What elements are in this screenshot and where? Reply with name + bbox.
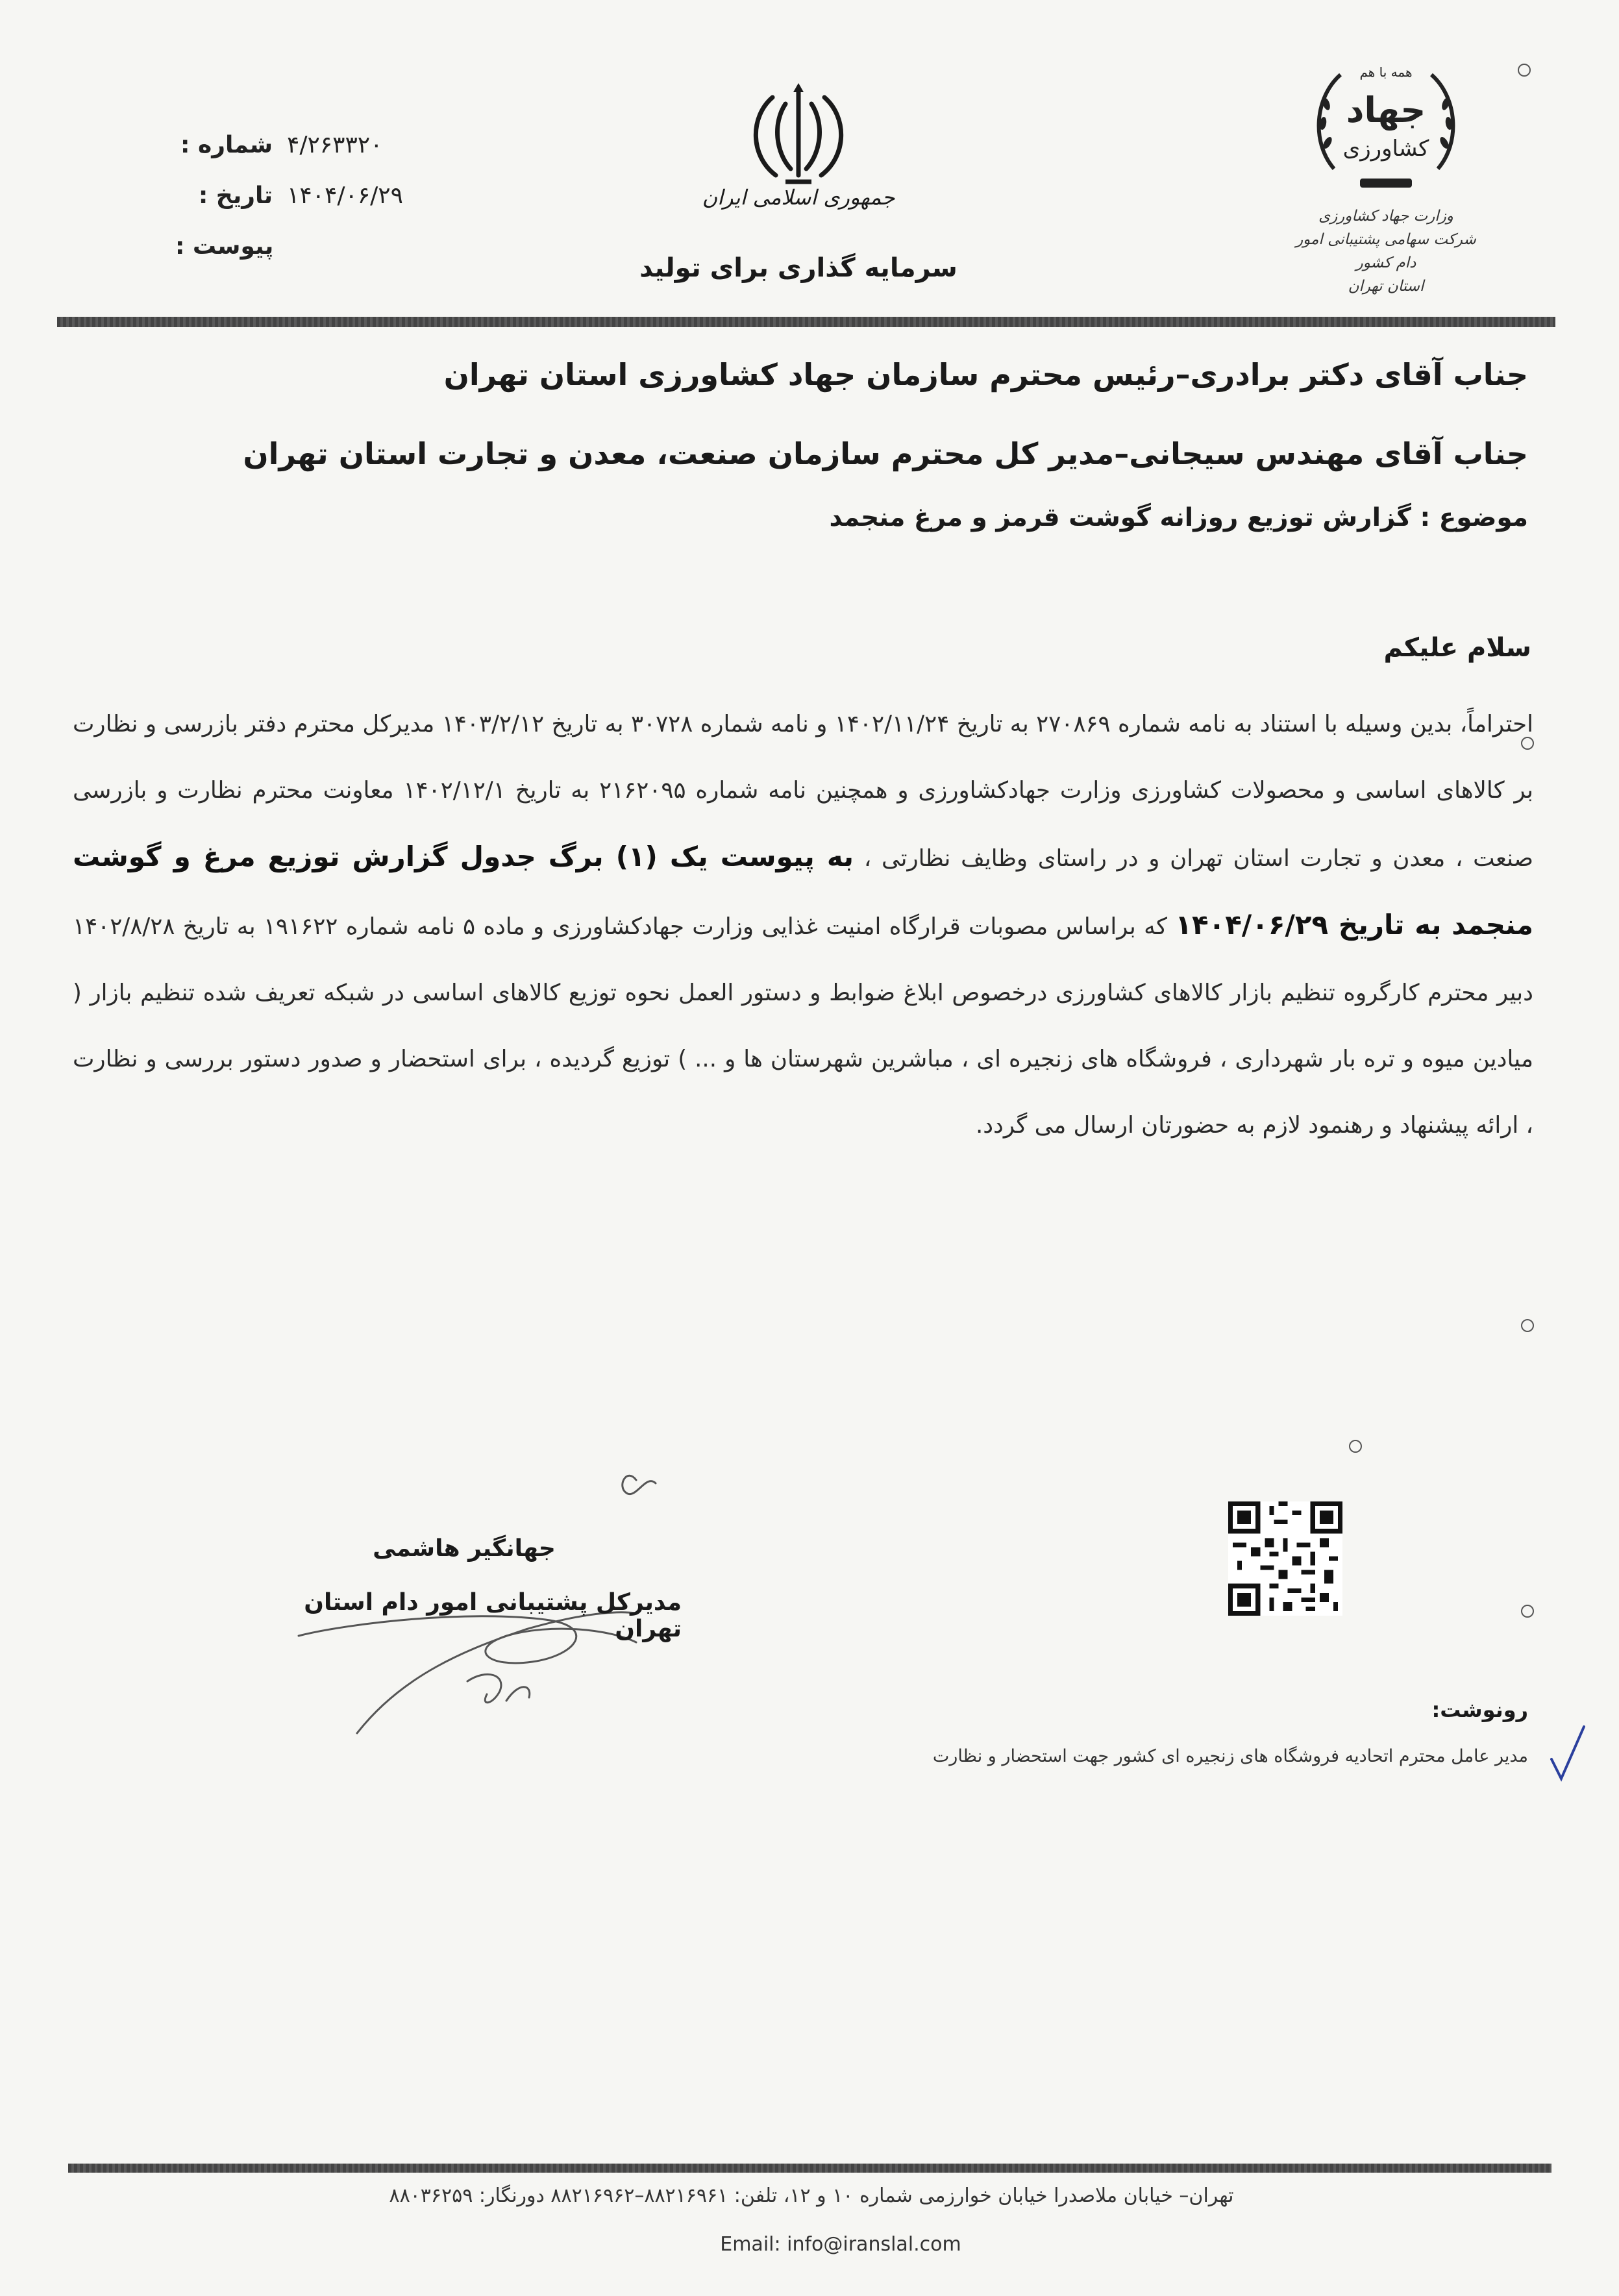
footer-address: تهران– خیابان ملاصدرا خیابان خوارزمی شماره ۱۰ و ۱۲، تلفن: ۸۸۲۱۶۹۶۱–۸۸۲۱۶۹۶۲ دورنگار: ۸۸۰۳۶۲۵۹ bbox=[389, 2184, 1234, 2207]
checkmark-icon bbox=[1548, 1723, 1587, 1782]
addressee-1: جناب آقای دکتر برادری–رئیس محترم سازمان جهاد کشاورزی استان تهران bbox=[443, 357, 1528, 392]
republic-caption: جمهوری اسلامی ایران bbox=[702, 185, 895, 210]
letter-subject: موضوع : گزارش توزیع روزانه گوشت قرمز و مرغ منجمد bbox=[829, 503, 1528, 532]
org-caption bbox=[1285, 204, 1487, 298]
margin-circle-mark bbox=[1521, 1319, 1534, 1332]
year-slogan: سرمایه گذاری برای تولید bbox=[639, 253, 958, 283]
addressee-2: جناب آقای مهندس سیجانی–مدیر کل محترم سازمان صنعت، معدن و تجارت استان تهران bbox=[243, 436, 1528, 471]
margin-circle-mark bbox=[1521, 1605, 1534, 1618]
body-bold-attachment: به پیوست یک (۱) برگ جدول گزارش توزیع مرغ و گوشت منجمد به تاریخ ۱۴۰۴/۰۶/۲۹ bbox=[73, 841, 1533, 941]
footer-email: Email: info@iranslal.com bbox=[720, 2233, 961, 2256]
attachment-label: پیوست : bbox=[175, 233, 274, 260]
letter-body bbox=[73, 691, 1533, 1159]
date-row bbox=[175, 171, 448, 221]
org-logo-word2: کشاورزی bbox=[1342, 136, 1429, 162]
body-part-2: که براساس مصوبات قرارگاه امنیت غذایی وزارت جهادکشاورزی و ماده ۵ نامه شماره ۱۹۱۶۲۲ به تاریخ ۱۴۰۲/۸/۲۸ دبیر محترم کارگروه تنظیم بازار کالاهای کشاورزی درخصوص ابلاغ ضوابط و دستور العمل نحوه توزیع کالاهای اساسی در شبکه تعریف شده تنظیم بازار ( میادین میوه و تره بار شهرداری ، فروشگاه های زنجیره ای ، مباشرین شهرستان ها و ... ) توزیع گردیده ، برای استحضار و صدور دستور بررسی و نظارت ، ارائه پیشنهاد و رهنمود لازم به حضورتان ارسال می گردد. bbox=[73, 913, 1533, 1139]
signer-title: مدیرکل پشتیبانی امور دام استان تهران bbox=[304, 1589, 682, 1642]
org-line-province: استان تهران bbox=[1348, 278, 1424, 295]
greeting: سلام علیکم bbox=[1383, 633, 1531, 663]
date-label: تاریخ : bbox=[198, 182, 273, 209]
number-value: ۴/۲۶۳۳۲۰ bbox=[287, 132, 383, 158]
margin-circle-mark bbox=[1349, 1440, 1362, 1453]
header-divider bbox=[57, 317, 1555, 327]
jahad-keshavarzi-logo bbox=[1305, 45, 1467, 208]
signer-name: جهانگیر هاشمی bbox=[373, 1535, 556, 1562]
org-line-ministry: وزارت جهاد کشاورزی bbox=[1318, 208, 1453, 225]
qr-code-icon bbox=[1228, 1501, 1342, 1616]
org-line-company: شرکت سهامی پشتیبانی امور دام کشور bbox=[1296, 231, 1476, 271]
cc-recipient: مدیر عامل محترم اتحادیه فروشگاه های زنجیره ای کشور جهت استحضار و نظارت bbox=[932, 1746, 1528, 1766]
number-row bbox=[175, 120, 448, 171]
date-value: ۱۴۰۴/۰۶/۲۹ bbox=[287, 182, 403, 209]
margin-circle-mark bbox=[1518, 64, 1531, 77]
org-logo-top-text: همه با هم bbox=[1359, 64, 1413, 80]
footer-divider bbox=[68, 2164, 1551, 2173]
number-label: شماره : bbox=[180, 132, 273, 158]
margin-circle-mark bbox=[1521, 737, 1534, 750]
letter-meta bbox=[175, 120, 448, 272]
cc-title: رونوشت: bbox=[1431, 1697, 1528, 1722]
body-part-1: احتراماً، بدین وسیله با استناد به نامه شماره ۲۷۰۸۶۹ به تاریخ ۱۴۰۲/۱۱/۲۴ و نامه شماره ۳۰۷۲۸ به تاریخ ۱۴۰۳/۲/۱۲ مدیرکل محترم دفتر بازرسی و نظارت بر کالاهای اساسی و محصولات کشاورزی وزارت جهادکشاورزی و همچنین نامه شماره ۲۱۶۲۰۹۵ به تاریخ ۱۴۰۲/۱۲/۱ معاونت محترم نظارت و بازرسی صنعت ، معدن و تجارت استان تهران و در راستای وظایف نظارتی ، bbox=[73, 711, 1533, 872]
org-logo-word1: جهاد bbox=[1346, 90, 1426, 130]
attachment-row bbox=[175, 221, 448, 272]
iran-emblem-icon bbox=[747, 78, 850, 188]
